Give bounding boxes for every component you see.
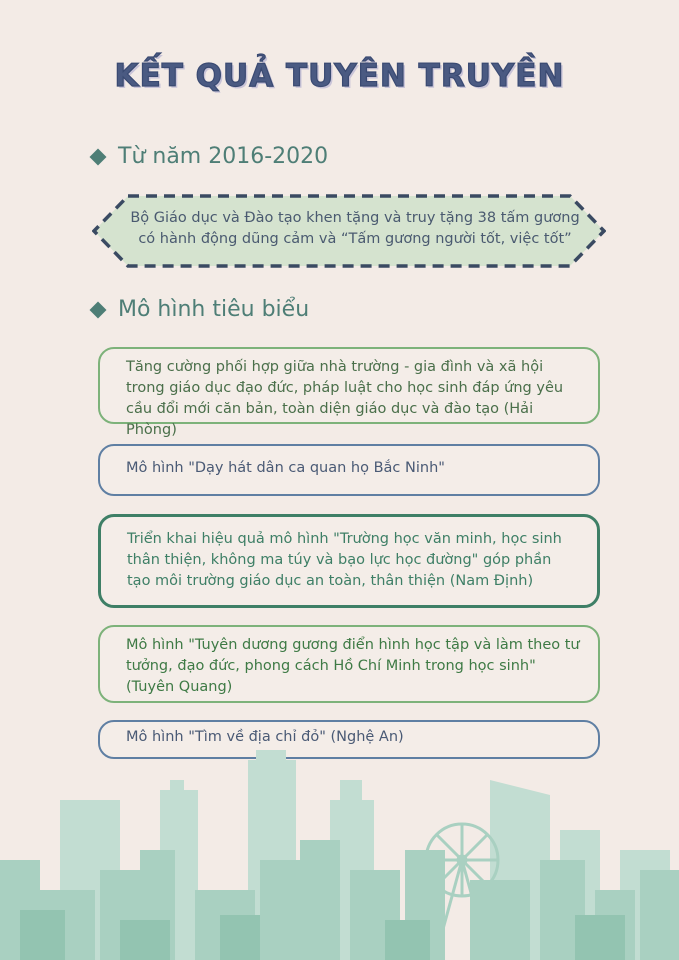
model-item-hai-phong: Tăng cường phối hợp giữa nhà trường - gia đình và xã hội trong giáo dục đạo đức, pháp luật cho học sinh đáp ứng yêu cầu đổi mới căn bản, toàn diện giáo dục và đào tạo (Hải Phòng) xyxy=(98,347,600,424)
page-title: KẾT QUẢ TUYÊN TRUYỀN xyxy=(114,58,565,94)
section-heading-period-label: Từ năm 2016-2020 xyxy=(118,144,329,169)
model-item-nam-dinh: Triển khai hiệu quả mô hình "Trường học văn minh, học sinh thân thiện, không ma túy và bạo lực học đường" góp phần tạo môi trường giáo dục an toàn, thân thiện (Nam Định) xyxy=(98,514,600,608)
diamond-bullet-icon xyxy=(90,301,107,318)
model-item-nghe-an: Mô hình "Tìm về địa chỉ đỏ" (Nghệ An) xyxy=(98,720,600,759)
section-heading-models xyxy=(92,297,309,322)
callout-text: Bộ Giáo dục và Đào tạo khen tặng và truy tặng 38 tấm gương có hành động dũng cảm và “Tấm gương người tốt, việc tốt” xyxy=(130,210,580,247)
section-heading-models-label: Mô hình tiêu biểu xyxy=(118,297,310,322)
city-skyline-illustration xyxy=(0,740,679,960)
diamond-bullet-icon xyxy=(90,148,107,165)
model-item-bac-ninh: Mô hình "Dạy hát dân ca quan họ Bắc Ninh" xyxy=(98,444,600,496)
model-item-tuyen-quang: Mô hình "Tuyên dương gương điển hình học tập và làm theo tư tưởng, đạo đức, phong cách Hồ Chí Minh trong học sinh" (Tuyên Quang) xyxy=(98,625,600,703)
section-heading-period xyxy=(92,144,328,169)
